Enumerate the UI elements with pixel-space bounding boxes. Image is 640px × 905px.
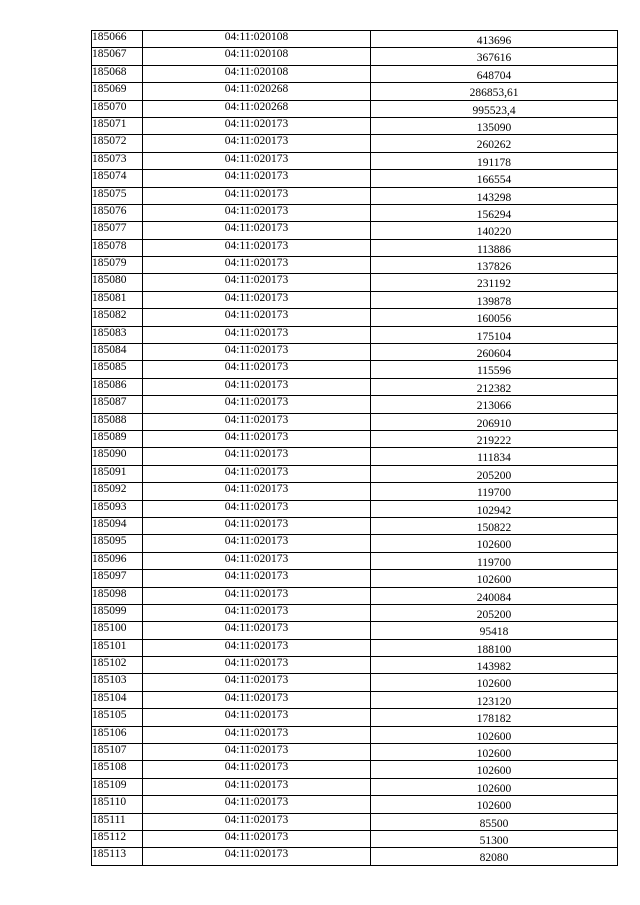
- amount-cell: [371, 448, 618, 465]
- amount-value: 231192: [476, 278, 512, 291]
- amount-value: 260262: [476, 139, 512, 152]
- amount-value: 82080: [479, 852, 509, 865]
- amount-value: 212382: [476, 382, 512, 395]
- table-row: [92, 744, 618, 761]
- registry-table: [91, 30, 618, 866]
- table-row: [92, 465, 618, 482]
- row-id-cell: 185073: [92, 152, 143, 169]
- amount-cell: [371, 222, 618, 239]
- amount-cell: [371, 413, 618, 430]
- row-id-cell: 185098: [92, 587, 143, 604]
- amount-cell: [371, 48, 618, 65]
- table-row: [92, 117, 618, 134]
- row-id-cell: 185112: [92, 830, 143, 847]
- table-row: [92, 361, 618, 378]
- cadastral-code-cell: 04:11:020173: [143, 517, 371, 534]
- amount-cell: [371, 778, 618, 795]
- amount-cell: [371, 309, 618, 326]
- row-id-cell: 185092: [92, 483, 143, 500]
- amount-cell: [371, 187, 618, 204]
- cadastral-code-cell: 04:11:020173: [143, 500, 371, 517]
- table-row: [92, 691, 618, 708]
- amount-value: 191178: [476, 156, 512, 169]
- amount-cell: [371, 848, 618, 865]
- amount-cell: [371, 570, 618, 587]
- amount-value: 102600: [476, 782, 512, 795]
- amount-cell: [371, 135, 618, 152]
- amount-cell: [371, 465, 618, 482]
- amount-cell: [371, 204, 618, 221]
- amount-cell: [371, 587, 618, 604]
- table-row: [92, 204, 618, 221]
- cadastral-code-cell: 04:11:020173: [143, 187, 371, 204]
- cadastral-code-cell: 04:11:020173: [143, 657, 371, 674]
- amount-value: 139878: [476, 295, 512, 308]
- amount-cell: [371, 604, 618, 621]
- cadastral-code-cell: 04:11:020173: [143, 361, 371, 378]
- amount-value: 102600: [476, 748, 512, 761]
- row-id-cell: 185096: [92, 552, 143, 569]
- row-id-cell: 185104: [92, 691, 143, 708]
- table-row: [92, 830, 618, 847]
- amount-cell: [371, 152, 618, 169]
- cadastral-code-cell: 04:11:020173: [143, 796, 371, 813]
- cadastral-code-cell: 04:11:020173: [143, 570, 371, 587]
- amount-cell: [371, 170, 618, 187]
- row-id-cell: 185077: [92, 222, 143, 239]
- amount-cell: [371, 344, 618, 361]
- amount-value: 178182: [476, 713, 512, 726]
- table-row: [92, 587, 618, 604]
- row-id-cell: 185095: [92, 535, 143, 552]
- amount-cell: [371, 726, 618, 743]
- amount-value: 160056: [476, 313, 512, 326]
- table-row: [92, 517, 618, 534]
- table-row: [92, 48, 618, 65]
- row-id-cell: 185082: [92, 309, 143, 326]
- row-id-cell: 185106: [92, 726, 143, 743]
- amount-value: 140220: [476, 226, 512, 239]
- row-id-cell: 185084: [92, 344, 143, 361]
- table-row: [92, 552, 618, 569]
- table-row: [92, 639, 618, 656]
- cadastral-code-cell: 04:11:020108: [143, 31, 371, 48]
- row-id-cell: 185081: [92, 291, 143, 308]
- amount-cell: [371, 31, 618, 48]
- amount-value: 156294: [476, 208, 512, 221]
- cadastral-code-cell: 04:11:020173: [143, 604, 371, 621]
- table-row: [92, 622, 618, 639]
- cadastral-code-cell: 04:11:020173: [143, 813, 371, 830]
- amount-value: 286853,61: [469, 87, 519, 100]
- row-id-cell: 185070: [92, 100, 143, 117]
- amount-value: 188100: [476, 643, 512, 656]
- row-id-cell: 185072: [92, 135, 143, 152]
- row-id-cell: 185113: [92, 848, 143, 865]
- cadastral-code-cell: 04:11:020268: [143, 83, 371, 100]
- row-id-cell: 185101: [92, 639, 143, 656]
- table-row: [92, 535, 618, 552]
- amount-cell: [371, 657, 618, 674]
- amount-cell: [371, 239, 618, 256]
- table-row: [92, 796, 618, 813]
- cadastral-code-cell: 04:11:020173: [143, 135, 371, 152]
- row-id-cell: 185099: [92, 604, 143, 621]
- amount-value: 175104: [476, 330, 512, 343]
- row-id-cell: 185078: [92, 239, 143, 256]
- cadastral-code-cell: 04:11:020173: [143, 691, 371, 708]
- amount-value: 102600: [476, 800, 512, 813]
- amount-value: 206910: [476, 417, 512, 430]
- cadastral-code-cell: 04:11:020108: [143, 48, 371, 65]
- amount-cell: [371, 117, 618, 134]
- table-row: [92, 604, 618, 621]
- cadastral-code-cell: 04:11:020173: [143, 396, 371, 413]
- table-row: [92, 761, 618, 778]
- amount-value: 413696: [476, 35, 512, 47]
- amount-cell: [371, 257, 618, 274]
- table-row: [92, 396, 618, 413]
- amount-cell: [371, 552, 618, 569]
- amount-value: 213066: [476, 400, 512, 413]
- amount-value: 111834: [477, 452, 511, 465]
- cadastral-code-cell: 04:11:020173: [143, 274, 371, 291]
- amount-cell: [371, 830, 618, 847]
- amount-value: 102600: [476, 574, 512, 587]
- table-row: [92, 430, 618, 447]
- amount-cell: [371, 65, 618, 82]
- row-id-cell: 185083: [92, 326, 143, 343]
- amount-cell: [371, 361, 618, 378]
- table-row: [92, 448, 618, 465]
- row-id-cell: 185071: [92, 117, 143, 134]
- table-row: [92, 291, 618, 308]
- registry-table-body: [92, 31, 618, 866]
- amount-cell: [371, 639, 618, 656]
- cadastral-code-cell: 04:11:020173: [143, 239, 371, 256]
- row-id-cell: 185103: [92, 674, 143, 691]
- amount-value: 150822: [476, 521, 512, 534]
- row-id-cell: 185085: [92, 361, 143, 378]
- row-id-cell: 185107: [92, 744, 143, 761]
- table-row: [92, 413, 618, 430]
- cadastral-code-cell: 04:11:020173: [143, 674, 371, 691]
- table-row: [92, 570, 618, 587]
- row-id-cell: 185076: [92, 204, 143, 221]
- amount-value: 166554: [476, 174, 512, 187]
- row-id-cell: 185110: [92, 796, 143, 813]
- amount-value: 95418: [479, 626, 509, 639]
- table-row: [92, 152, 618, 169]
- table-row: [92, 813, 618, 830]
- cadastral-code-cell: 04:11:020108: [143, 65, 371, 82]
- amount-value: 102600: [476, 765, 512, 778]
- amount-value: 102600: [476, 539, 512, 552]
- cadastral-code-cell: 04:11:020173: [143, 709, 371, 726]
- cadastral-code-cell: 04:11:020173: [143, 778, 371, 795]
- table-row: [92, 31, 618, 48]
- amount-cell: [371, 744, 618, 761]
- amount-cell: [371, 291, 618, 308]
- amount-value: 123120: [476, 695, 512, 708]
- table-row: [92, 500, 618, 517]
- table-row: [92, 326, 618, 343]
- cadastral-code-cell: 04:11:020173: [143, 378, 371, 395]
- amount-value: 143298: [476, 191, 512, 204]
- amount-value: 137826: [476, 261, 512, 274]
- table-row: [92, 100, 618, 117]
- cadastral-code-cell: 04:11:020173: [143, 204, 371, 221]
- amount-value: 995523,4: [472, 104, 516, 117]
- row-id-cell: 185093: [92, 500, 143, 517]
- amount-value: 102600: [476, 730, 512, 743]
- row-id-cell: 185074: [92, 170, 143, 187]
- cadastral-code-cell: 04:11:020173: [143, 222, 371, 239]
- amount-cell: [371, 396, 618, 413]
- cadastral-code-cell: 04:11:020173: [143, 291, 371, 308]
- amount-cell: [371, 274, 618, 291]
- row-id-cell: 185087: [92, 396, 143, 413]
- row-id-cell: 185068: [92, 65, 143, 82]
- amount-value: 113886: [476, 243, 512, 256]
- cadastral-code-cell: 04:11:020173: [143, 465, 371, 482]
- amount-value: 205200: [476, 608, 512, 621]
- row-id-cell: 185102: [92, 657, 143, 674]
- cadastral-code-cell: 04:11:020173: [143, 587, 371, 604]
- amount-value: 135090: [476, 121, 512, 134]
- cadastral-code-cell: 04:11:020268: [143, 100, 371, 117]
- amount-cell: [371, 535, 618, 552]
- amount-value: 260604: [476, 348, 512, 361]
- row-id-cell: 185086: [92, 378, 143, 395]
- table-row: [92, 657, 618, 674]
- amount-cell: [371, 761, 618, 778]
- row-id-cell: 185105: [92, 709, 143, 726]
- row-id-cell: 185079: [92, 257, 143, 274]
- cadastral-code-cell: 04:11:020173: [143, 413, 371, 430]
- cadastral-code-cell: 04:11:020173: [143, 152, 371, 169]
- amount-cell: [371, 622, 618, 639]
- table-row: [92, 378, 618, 395]
- cadastral-code-cell: 04:11:020173: [143, 117, 371, 134]
- amount-cell: [371, 813, 618, 830]
- row-id-cell: 185088: [92, 413, 143, 430]
- table-row: [92, 274, 618, 291]
- amount-cell: [371, 709, 618, 726]
- cadastral-code-cell: 04:11:020173: [143, 639, 371, 656]
- row-id-cell: 185109: [92, 778, 143, 795]
- amount-cell: [371, 691, 618, 708]
- amount-cell: [371, 326, 618, 343]
- amount-cell: [371, 378, 618, 395]
- row-id-cell: 185094: [92, 517, 143, 534]
- table-row: [92, 187, 618, 204]
- cadastral-code-cell: 04:11:020173: [143, 309, 371, 326]
- table-row: [92, 135, 618, 152]
- row-id-cell: 185069: [92, 83, 143, 100]
- row-id-cell: 185075: [92, 187, 143, 204]
- amount-value: 205200: [476, 469, 512, 482]
- row-id-cell: 185066: [92, 31, 143, 48]
- cadastral-code-cell: 04:11:020173: [143, 622, 371, 639]
- amount-value: 367616: [476, 52, 512, 65]
- row-id-cell: 185091: [92, 465, 143, 482]
- amount-cell: [371, 83, 618, 100]
- amount-value: 143982: [476, 661, 512, 674]
- cadastral-code-cell: 04:11:020173: [143, 448, 371, 465]
- amount-value: 219222: [476, 434, 512, 447]
- row-id-cell: 185090: [92, 448, 143, 465]
- cadastral-code-cell: 04:11:020173: [143, 535, 371, 552]
- cadastral-code-cell: 04:11:020173: [143, 552, 371, 569]
- cadastral-code-cell: 04:11:020173: [143, 848, 371, 865]
- table-row: [92, 83, 618, 100]
- amount-cell: [371, 483, 618, 500]
- amount-cell: [371, 500, 618, 517]
- row-id-cell: 185067: [92, 48, 143, 65]
- row-id-cell: 185108: [92, 761, 143, 778]
- amount-value: 119700: [476, 487, 512, 500]
- cadastral-code-cell: 04:11:020173: [143, 257, 371, 274]
- table-row: [92, 239, 618, 256]
- table-row: [92, 709, 618, 726]
- cadastral-code-cell: 04:11:020173: [143, 726, 371, 743]
- table-row: [92, 483, 618, 500]
- amount-cell: [371, 796, 618, 813]
- row-id-cell: 185089: [92, 430, 143, 447]
- cadastral-code-cell: 04:11:020173: [143, 830, 371, 847]
- amount-value: 102942: [476, 504, 512, 517]
- cadastral-code-cell: 04:11:020173: [143, 761, 371, 778]
- table-row: [92, 726, 618, 743]
- row-id-cell: 185097: [92, 570, 143, 587]
- row-id-cell: 185100: [92, 622, 143, 639]
- amount-value: 240084: [476, 591, 512, 604]
- amount-cell: [371, 430, 618, 447]
- table-row: [92, 222, 618, 239]
- cadastral-code-cell: 04:11:020173: [143, 744, 371, 761]
- table-row: [92, 309, 618, 326]
- table-row: [92, 65, 618, 82]
- table-row: [92, 848, 618, 865]
- table-row: [92, 344, 618, 361]
- cadastral-code-cell: 04:11:020173: [143, 326, 371, 343]
- amount-cell: [371, 674, 618, 691]
- table-row: [92, 257, 618, 274]
- amount-cell: [371, 517, 618, 534]
- table-row: [92, 170, 618, 187]
- table-row: [92, 778, 618, 795]
- amount-value: 102600: [476, 678, 512, 691]
- row-id-cell: 185080: [92, 274, 143, 291]
- amount-value: 119700: [476, 556, 512, 569]
- amount-value: 85500: [479, 817, 509, 830]
- cadastral-code-cell: 04:11:020173: [143, 344, 371, 361]
- amount-value: 51300: [479, 834, 509, 847]
- cadastral-code-cell: 04:11:020173: [143, 483, 371, 500]
- amount-value: 115596: [476, 365, 512, 378]
- table-row: [92, 674, 618, 691]
- row-id-cell: 185111: [92, 813, 143, 830]
- amount-value: 648704: [476, 69, 512, 82]
- amount-cell: [371, 100, 618, 117]
- cadastral-code-cell: 04:11:020173: [143, 430, 371, 447]
- cadastral-code-cell: 04:11:020173: [143, 170, 371, 187]
